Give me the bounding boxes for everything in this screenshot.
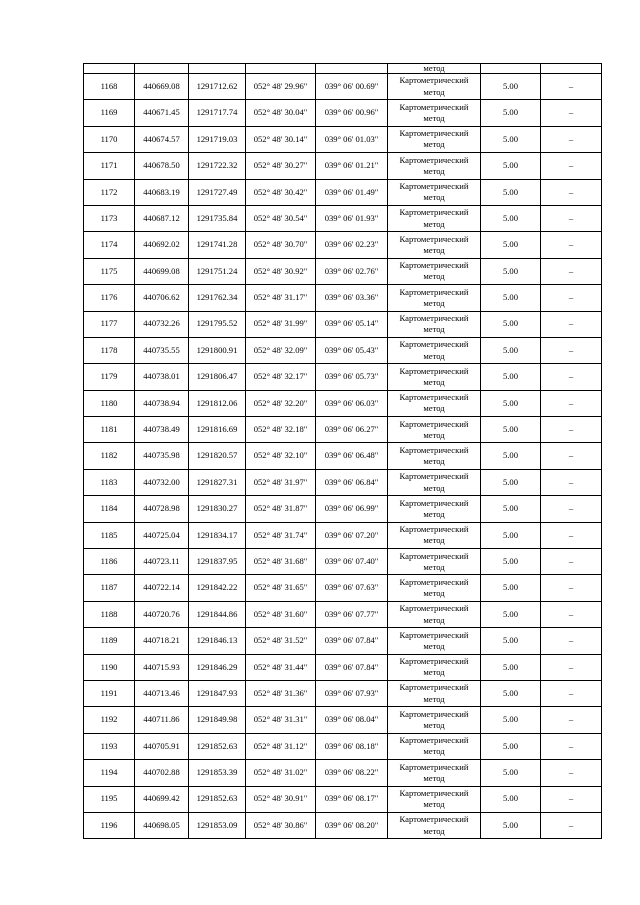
cell-accuracy: 5.00 xyxy=(481,258,541,284)
cell-y: 1291827.31 xyxy=(189,469,246,495)
table-row xyxy=(84,601,602,627)
cell-point-number: 1177 xyxy=(84,311,135,337)
table-row xyxy=(84,126,602,152)
table-row xyxy=(84,628,602,654)
cell-method: Картометрический метод xyxy=(388,496,481,522)
cell-latitude: 052° 48' 31.44" xyxy=(246,654,316,680)
cell-longitude: 039° 06' 07.63" xyxy=(316,575,388,601)
cell-x: 440705.91 xyxy=(135,733,189,759)
cell-accuracy: 5.00 xyxy=(481,707,541,733)
cell-extra: – xyxy=(541,74,602,100)
cell-x: 440738.49 xyxy=(135,417,189,443)
cell-y: 1291719.03 xyxy=(189,126,246,152)
cell-point-number: 1194 xyxy=(84,760,135,786)
cell-x: 440711.86 xyxy=(135,707,189,733)
cell-y: 1291852.63 xyxy=(189,786,246,812)
cell-y: 1291735.84 xyxy=(189,205,246,231)
cell-longitude: 039° 06' 08.18" xyxy=(316,733,388,759)
cell-accuracy xyxy=(481,64,541,74)
cell-point-number: 1192 xyxy=(84,707,135,733)
cell-extra: – xyxy=(541,628,602,654)
cell-longitude: 039° 06' 07.93" xyxy=(316,680,388,706)
cell-accuracy: 5.00 xyxy=(481,680,541,706)
cell-point-number: 1178 xyxy=(84,337,135,363)
cell-y: 1291846.13 xyxy=(189,628,246,654)
table-row xyxy=(84,496,602,522)
cell-point-number: 1195 xyxy=(84,786,135,812)
cell-y: 1291847.93 xyxy=(189,680,246,706)
cell-x: 440683.19 xyxy=(135,179,189,205)
cell-x: 440720.76 xyxy=(135,601,189,627)
cell-longitude: 039° 06' 05.14" xyxy=(316,311,388,337)
cell-x: 440725.04 xyxy=(135,522,189,548)
cell-method: Картометрический метод xyxy=(388,443,481,469)
cell-x: 440735.55 xyxy=(135,337,189,363)
cell-method: Картометрический метод xyxy=(388,549,481,575)
cell-accuracy: 5.00 xyxy=(481,179,541,205)
cell-latitude: 052° 48' 32.10" xyxy=(246,443,316,469)
cell-y: 1291853.39 xyxy=(189,760,246,786)
cell-longitude: 039° 06' 01.49" xyxy=(316,179,388,205)
cell-method: Картометрический метод xyxy=(388,100,481,126)
cell-point-number: 1185 xyxy=(84,522,135,548)
table-row xyxy=(84,733,602,759)
cell-method: Картометрический метод xyxy=(388,205,481,231)
cell-method: Картометрический метод xyxy=(388,74,481,100)
cell-accuracy: 5.00 xyxy=(481,786,541,812)
cell-y: 1291816.69 xyxy=(189,417,246,443)
cell-accuracy: 5.00 xyxy=(481,812,541,838)
cell-method: Картометрический метод xyxy=(388,285,481,311)
cell-y: 1291834.17 xyxy=(189,522,246,548)
cell-method: Картометрический метод xyxy=(388,786,481,812)
cell-extra: – xyxy=(541,311,602,337)
cell-y: 1291762.34 xyxy=(189,285,246,311)
cell-method: Картометрический метод xyxy=(388,390,481,416)
cell-x: 440706.62 xyxy=(135,285,189,311)
table-row xyxy=(84,680,602,706)
cell-extra: – xyxy=(541,522,602,548)
cell-method: Картометрический метод xyxy=(388,126,481,152)
table-row xyxy=(84,311,602,337)
cell-latitude: 052° 48' 32.20" xyxy=(246,390,316,416)
cell-y: 1291751.24 xyxy=(189,258,246,284)
table-row xyxy=(84,232,602,258)
cell-extra: – xyxy=(541,469,602,495)
cell-y: 1291712.62 xyxy=(189,74,246,100)
cell-method: Картометрический метод xyxy=(388,733,481,759)
cell-extra: – xyxy=(541,786,602,812)
cell-longitude: 039° 06' 08.20" xyxy=(316,812,388,838)
table-row xyxy=(84,364,602,390)
cell-x: 440699.08 xyxy=(135,258,189,284)
cell-latitude: 052° 48' 31.17" xyxy=(246,285,316,311)
cell-y: 1291795.52 xyxy=(189,311,246,337)
cell-method: Картометрический метод xyxy=(388,417,481,443)
cell-accuracy: 5.00 xyxy=(481,601,541,627)
cell-latitude: 052° 48' 31.97" xyxy=(246,469,316,495)
cell-longitude: 039° 06' 05.73" xyxy=(316,364,388,390)
cell-latitude: 052° 48' 30.14" xyxy=(246,126,316,152)
cell-latitude: 052° 48' 31.36" xyxy=(246,680,316,706)
cell-accuracy: 5.00 xyxy=(481,153,541,179)
cell-longitude: 039° 06' 07.77" xyxy=(316,601,388,627)
cell-latitude: 052° 48' 32.18" xyxy=(246,417,316,443)
cell-y: 1291837.95 xyxy=(189,549,246,575)
cell-x xyxy=(135,64,189,74)
cell-x: 440735.98 xyxy=(135,443,189,469)
cell-longitude: 039° 06' 01.93" xyxy=(316,205,388,231)
cell-extra: – xyxy=(541,232,602,258)
cell-method: Картометрический метод xyxy=(388,364,481,390)
cell-method: Картометрический метод xyxy=(388,337,481,363)
cell-point-number: 1182 xyxy=(84,443,135,469)
cell-extra: – xyxy=(541,496,602,522)
cell-extra: – xyxy=(541,575,602,601)
cell-method: Картометрический метод xyxy=(388,179,481,205)
cell-y: 1291741.28 xyxy=(189,232,246,258)
cell-longitude xyxy=(316,64,388,74)
cell-x: 440713.46 xyxy=(135,680,189,706)
cell-accuracy: 5.00 xyxy=(481,733,541,759)
cell-x: 440671.45 xyxy=(135,100,189,126)
table-row xyxy=(84,74,602,100)
cell-longitude: 039° 06' 03.36" xyxy=(316,285,388,311)
cell-point-number: 1193 xyxy=(84,733,135,759)
cell-point-number: 1175 xyxy=(84,258,135,284)
cell-latitude: 052° 48' 30.04" xyxy=(246,100,316,126)
table-row xyxy=(84,390,602,416)
cell-point-number: 1189 xyxy=(84,628,135,654)
cell-latitude: 052° 48' 31.99" xyxy=(246,311,316,337)
cell-method: Картометрический метод xyxy=(388,232,481,258)
cell-longitude: 039° 06' 08.22" xyxy=(316,760,388,786)
cell-extra: – xyxy=(541,179,602,205)
cell-longitude: 039° 06' 07.84" xyxy=(316,654,388,680)
cell-latitude: 052° 48' 30.91" xyxy=(246,786,316,812)
cell-latitude: 052° 48' 31.52" xyxy=(246,628,316,654)
cell-longitude: 039° 06' 01.21" xyxy=(316,153,388,179)
cell-longitude: 039° 06' 05.43" xyxy=(316,337,388,363)
cell-y: 1291800.91 xyxy=(189,337,246,363)
cell-latitude: 052° 48' 32.09" xyxy=(246,337,316,363)
cell-longitude: 039° 06' 06.84" xyxy=(316,469,388,495)
table-row xyxy=(84,707,602,733)
cell-accuracy: 5.00 xyxy=(481,417,541,443)
cell-method: Картометрический метод xyxy=(388,311,481,337)
table-row xyxy=(84,549,602,575)
table-row xyxy=(84,153,602,179)
cell-method: Картометрический метод xyxy=(388,707,481,733)
cell-longitude: 039° 06' 07.84" xyxy=(316,628,388,654)
cell-y: 1291842.22 xyxy=(189,575,246,601)
cell-extra: – xyxy=(541,680,602,706)
cell-accuracy: 5.00 xyxy=(481,364,541,390)
cell-x: 440738.94 xyxy=(135,390,189,416)
cell-accuracy: 5.00 xyxy=(481,443,541,469)
cell-point-number xyxy=(84,64,135,74)
cell-longitude: 039° 06' 08.04" xyxy=(316,707,388,733)
continued-row xyxy=(84,64,602,74)
cell-method: Картометрический метод xyxy=(388,680,481,706)
cell-method: Картометрический метод xyxy=(388,522,481,548)
cell-accuracy: 5.00 xyxy=(481,126,541,152)
table-row xyxy=(84,786,602,812)
cell-accuracy: 5.00 xyxy=(481,522,541,548)
cell-longitude: 039° 06' 06.99" xyxy=(316,496,388,522)
cell-accuracy: 5.00 xyxy=(481,628,541,654)
cell-y: 1291806.47 xyxy=(189,364,246,390)
cell-point-number: 1187 xyxy=(84,575,135,601)
cell-point-number: 1174 xyxy=(84,232,135,258)
cell-x: 440687.12 xyxy=(135,205,189,231)
cell-extra: – xyxy=(541,153,602,179)
cell-y: 1291717.74 xyxy=(189,100,246,126)
cell-accuracy: 5.00 xyxy=(481,311,541,337)
cell-accuracy: 5.00 xyxy=(481,575,541,601)
cell-y: 1291830.27 xyxy=(189,496,246,522)
cell-longitude: 039° 06' 06.27" xyxy=(316,417,388,443)
cell-extra: – xyxy=(541,126,602,152)
cell-latitude: 052° 48' 30.70" xyxy=(246,232,316,258)
cell-accuracy: 5.00 xyxy=(481,205,541,231)
cell-method: Картометрический метод xyxy=(388,469,481,495)
cell-x: 440715.93 xyxy=(135,654,189,680)
cell-latitude: 052° 48' 31.68" xyxy=(246,549,316,575)
cell-x: 440722.14 xyxy=(135,575,189,601)
cell-point-number: 1188 xyxy=(84,601,135,627)
cell-x: 440723.11 xyxy=(135,549,189,575)
cell-latitude: 052° 48' 29.96" xyxy=(246,74,316,100)
cell-extra: – xyxy=(541,443,602,469)
cell-method: Картометрический метод xyxy=(388,628,481,654)
cell-point-number: 1184 xyxy=(84,496,135,522)
cell-accuracy: 5.00 xyxy=(481,337,541,363)
cell-accuracy: 5.00 xyxy=(481,285,541,311)
table-row xyxy=(84,285,602,311)
cell-method: Картометрический метод xyxy=(388,575,481,601)
cell-accuracy: 5.00 xyxy=(481,760,541,786)
coordinates-table xyxy=(83,63,602,839)
cell-method: метод xyxy=(388,64,481,74)
cell-longitude: 039° 06' 06.03" xyxy=(316,390,388,416)
table-row xyxy=(84,443,602,469)
cell-accuracy: 5.00 xyxy=(481,232,541,258)
cell-method: Картометрический метод xyxy=(388,153,481,179)
cell-extra: – xyxy=(541,760,602,786)
table-row xyxy=(84,258,602,284)
cell-extra: – xyxy=(541,733,602,759)
cell-y xyxy=(189,64,246,74)
cell-x: 440678.50 xyxy=(135,153,189,179)
cell-extra: – xyxy=(541,601,602,627)
cell-longitude: 039° 06' 00.69" xyxy=(316,74,388,100)
cell-latitude: 052° 48' 30.54" xyxy=(246,205,316,231)
cell-longitude: 039° 06' 02.76" xyxy=(316,258,388,284)
table-row xyxy=(84,417,602,443)
cell-latitude: 052° 48' 31.02" xyxy=(246,760,316,786)
table-row xyxy=(84,179,602,205)
cell-latitude: 052° 48' 30.27" xyxy=(246,153,316,179)
cell-accuracy: 5.00 xyxy=(481,549,541,575)
cell-accuracy: 5.00 xyxy=(481,390,541,416)
cell-point-number: 1186 xyxy=(84,549,135,575)
cell-extra: – xyxy=(541,417,602,443)
cell-accuracy: 5.00 xyxy=(481,496,541,522)
cell-extra: – xyxy=(541,549,602,575)
cell-extra: – xyxy=(541,100,602,126)
cell-longitude: 039° 06' 01.03" xyxy=(316,126,388,152)
cell-extra: – xyxy=(541,707,602,733)
table-row xyxy=(84,337,602,363)
cell-point-number: 1191 xyxy=(84,680,135,706)
cell-x: 440728.98 xyxy=(135,496,189,522)
cell-latitude: 052° 48' 31.74" xyxy=(246,522,316,548)
table-row xyxy=(84,522,602,548)
cell-point-number: 1181 xyxy=(84,417,135,443)
cell-y: 1291820.57 xyxy=(189,443,246,469)
cell-point-number: 1179 xyxy=(84,364,135,390)
cell-latitude: 052° 48' 30.86" xyxy=(246,812,316,838)
cell-accuracy: 5.00 xyxy=(481,74,541,100)
cell-extra: – xyxy=(541,258,602,284)
cell-point-number: 1170 xyxy=(84,126,135,152)
cell-extra: – xyxy=(541,390,602,416)
cell-y: 1291846.29 xyxy=(189,654,246,680)
cell-accuracy: 5.00 xyxy=(481,469,541,495)
cell-longitude: 039° 06' 02.23" xyxy=(316,232,388,258)
cell-x: 440699.42 xyxy=(135,786,189,812)
cell-latitude xyxy=(246,64,316,74)
cell-x: 440702.88 xyxy=(135,760,189,786)
cell-point-number: 1190 xyxy=(84,654,135,680)
cell-point-number: 1169 xyxy=(84,100,135,126)
table-row xyxy=(84,760,602,786)
table-row xyxy=(84,469,602,495)
cell-latitude: 052° 48' 30.42" xyxy=(246,179,316,205)
cell-method: Картометрический метод xyxy=(388,258,481,284)
cell-latitude: 052° 48' 31.12" xyxy=(246,733,316,759)
cell-x: 440738.01 xyxy=(135,364,189,390)
cell-extra: – xyxy=(541,654,602,680)
cell-latitude: 052° 48' 32.17" xyxy=(246,364,316,390)
cell-y: 1291722.32 xyxy=(189,153,246,179)
cell-point-number: 1168 xyxy=(84,74,135,100)
cell-x: 440669.08 xyxy=(135,74,189,100)
cell-extra: – xyxy=(541,364,602,390)
cell-point-number: 1176 xyxy=(84,285,135,311)
cell-method: Картометрический метод xyxy=(388,812,481,838)
cell-point-number: 1180 xyxy=(84,390,135,416)
cell-point-number: 1183 xyxy=(84,469,135,495)
cell-y: 1291852.63 xyxy=(189,733,246,759)
cell-method: Картометрический метод xyxy=(388,654,481,680)
cell-longitude: 039° 06' 08.17" xyxy=(316,786,388,812)
cell-latitude: 052° 48' 31.87" xyxy=(246,496,316,522)
cell-x: 440732.26 xyxy=(135,311,189,337)
cell-latitude: 052° 48' 31.65" xyxy=(246,575,316,601)
cell-x: 440674.57 xyxy=(135,126,189,152)
cell-extra xyxy=(541,64,602,74)
cell-method: Картометрический метод xyxy=(388,760,481,786)
table-row xyxy=(84,812,602,838)
cell-accuracy: 5.00 xyxy=(481,654,541,680)
cell-latitude: 052° 48' 30.92" xyxy=(246,258,316,284)
table-body xyxy=(84,64,602,839)
cell-extra: – xyxy=(541,205,602,231)
cell-latitude: 052° 48' 31.31" xyxy=(246,707,316,733)
cell-latitude: 052° 48' 31.60" xyxy=(246,601,316,627)
cell-x: 440698.05 xyxy=(135,812,189,838)
cell-accuracy: 5.00 xyxy=(481,100,541,126)
cell-longitude: 039° 06' 07.20" xyxy=(316,522,388,548)
cell-point-number: 1172 xyxy=(84,179,135,205)
cell-extra: – xyxy=(541,285,602,311)
cell-y: 1291844.86 xyxy=(189,601,246,627)
cell-point-number: 1171 xyxy=(84,153,135,179)
cell-x: 440692.02 xyxy=(135,232,189,258)
cell-y: 1291727.49 xyxy=(189,179,246,205)
cell-longitude: 039° 06' 07.40" xyxy=(316,549,388,575)
cell-x: 440718.21 xyxy=(135,628,189,654)
cell-extra: – xyxy=(541,337,602,363)
cell-method: Картометрический метод xyxy=(388,601,481,627)
table-row xyxy=(84,575,602,601)
cell-y: 1291849.98 xyxy=(189,707,246,733)
table-row xyxy=(84,100,602,126)
cell-x: 440732.00 xyxy=(135,469,189,495)
cell-longitude: 039° 06' 06.48" xyxy=(316,443,388,469)
table-row xyxy=(84,205,602,231)
cell-point-number: 1173 xyxy=(84,205,135,231)
cell-extra: – xyxy=(541,812,602,838)
cell-longitude: 039° 06' 00.96" xyxy=(316,100,388,126)
cell-point-number: 1196 xyxy=(84,812,135,838)
table-row xyxy=(84,654,602,680)
cell-y: 1291812.06 xyxy=(189,390,246,416)
cell-y: 1291853.09 xyxy=(189,812,246,838)
